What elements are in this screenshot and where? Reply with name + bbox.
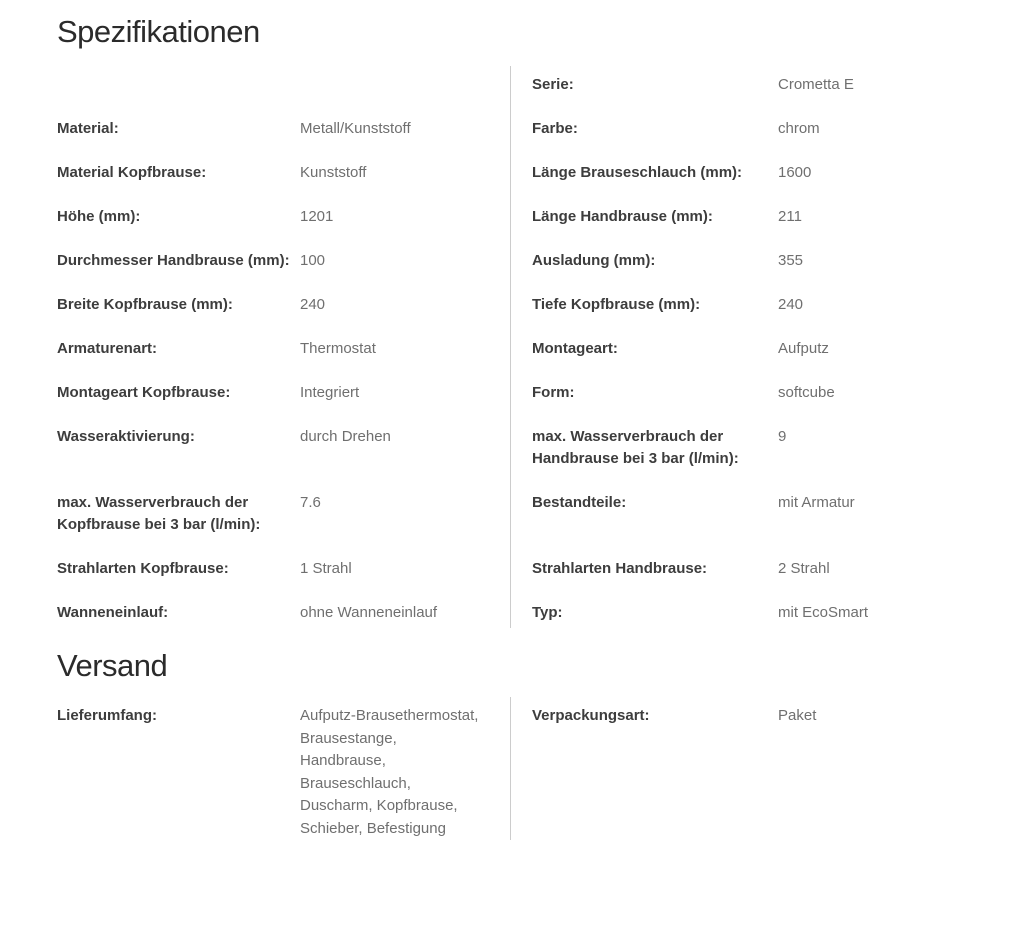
spec-label: Lieferumfang: bbox=[57, 707, 158, 724]
spec-value: 9 bbox=[778, 428, 787, 445]
spec-value: 7.6 bbox=[300, 494, 321, 511]
spec-row bbox=[0, 697, 510, 840]
spec-row bbox=[510, 418, 1024, 484]
spec-row bbox=[510, 484, 1024, 550]
spec-value: 240 bbox=[300, 296, 326, 313]
specifications-section-title: Spezifikationen bbox=[57, 14, 260, 49]
spec-row bbox=[510, 374, 1024, 418]
spec-value: Crometta E bbox=[778, 76, 854, 93]
spec-label: Armaturenart: bbox=[57, 340, 158, 357]
spec-value: ohne Wanneneinlauf bbox=[300, 604, 438, 621]
spec-row bbox=[510, 242, 1024, 286]
spec-label: Tiefe Kopfbrause (mm): bbox=[532, 296, 701, 313]
spec-label: Höhe (mm): bbox=[57, 208, 141, 225]
spec-label: max. Wasserverbrauch der Handbrause bei 3 bar (l/min): bbox=[532, 428, 739, 467]
spec-row bbox=[0, 330, 510, 374]
spec-label: Breite Kopfbrause (mm): bbox=[57, 296, 233, 313]
spec-value: chrom bbox=[778, 120, 820, 137]
spec-label: Material: bbox=[57, 120, 119, 137]
spec-row bbox=[510, 594, 1024, 638]
spec-value: 355 bbox=[778, 252, 804, 269]
spec-label: Montageart: bbox=[532, 340, 618, 357]
spec-label: Montageart Kopfbrause: bbox=[57, 384, 231, 401]
spec-label: Wasseraktivierung: bbox=[57, 428, 195, 445]
spec-row bbox=[0, 286, 510, 330]
spec-row bbox=[0, 198, 510, 242]
spec-value: softcube bbox=[778, 384, 835, 401]
spec-label: Strahlarten Kopfbrause: bbox=[57, 560, 229, 577]
spec-label: Wanneneinlauf: bbox=[57, 604, 169, 621]
spec-row bbox=[0, 242, 510, 286]
spec-value: Kunststoff bbox=[300, 164, 367, 181]
spec-value: Paket bbox=[778, 707, 817, 724]
spec-row bbox=[0, 484, 510, 550]
spec-row bbox=[510, 66, 1024, 110]
spec-value: 1600 bbox=[778, 164, 812, 181]
specifications-table bbox=[0, 66, 1024, 638]
spec-value: 100 bbox=[300, 252, 326, 269]
spec-value: 1201 bbox=[300, 208, 334, 225]
spec-label: Farbe: bbox=[532, 120, 578, 137]
spec-row bbox=[510, 110, 1024, 154]
spec-row bbox=[510, 286, 1024, 330]
spec-row bbox=[510, 550, 1024, 594]
spec-row bbox=[0, 418, 510, 484]
spec-label: Typ: bbox=[532, 604, 563, 621]
shipping-table bbox=[0, 697, 1024, 840]
spec-value: mit Armatur bbox=[778, 494, 855, 511]
spec-row bbox=[0, 550, 510, 594]
spec-label: Länge Brauseschlauch (mm): bbox=[532, 164, 743, 181]
spec-label: Serie: bbox=[532, 76, 574, 93]
spec-row bbox=[510, 330, 1024, 374]
spec-row bbox=[0, 110, 510, 154]
spec-row-empty-cell bbox=[0, 66, 510, 110]
spec-label: Bestandteile: bbox=[532, 494, 627, 511]
spec-value: 2 Strahl bbox=[778, 560, 830, 577]
spec-value: Aufputz-Brausethermostat, Brausestange, Handbrause, Brauseschlauch, Duscharm, Kopfbrause, Schieber, Befestigung bbox=[300, 707, 479, 837]
spec-value: Metall/Kunststoff bbox=[300, 120, 411, 137]
spec-value: 211 bbox=[778, 208, 802, 225]
spec-row bbox=[510, 154, 1024, 198]
spec-value: mit EcoSmart bbox=[778, 604, 869, 621]
spec-label: max. Wasserverbrauch der Kopfbrause bei 3 bar (l/min): bbox=[57, 494, 261, 533]
shipping-section-title: Versand bbox=[57, 648, 168, 683]
spec-label: Durchmesser Handbrause (mm): bbox=[57, 252, 290, 269]
spec-label: Verpackungsart: bbox=[532, 707, 650, 724]
spec-row bbox=[0, 594, 510, 638]
spec-value: Thermostat bbox=[300, 340, 376, 357]
spec-value: Aufputz bbox=[778, 340, 829, 357]
spec-value: 240 bbox=[778, 296, 804, 313]
spec-row bbox=[0, 374, 510, 418]
spec-row bbox=[510, 697, 1024, 840]
spec-value: Integriert bbox=[300, 384, 360, 401]
spec-label: Strahlarten Handbrause: bbox=[532, 560, 708, 577]
spec-label: Form: bbox=[532, 384, 575, 401]
spec-value: durch Drehen bbox=[300, 428, 391, 445]
spec-row bbox=[0, 154, 510, 198]
spec-label: Länge Handbrause (mm): bbox=[532, 208, 713, 225]
spec-label: Ausladung (mm): bbox=[532, 252, 656, 269]
spec-row bbox=[510, 198, 1024, 242]
spec-value: 1 Strahl bbox=[300, 560, 352, 577]
spec-label: Material Kopfbrause: bbox=[57, 164, 207, 181]
